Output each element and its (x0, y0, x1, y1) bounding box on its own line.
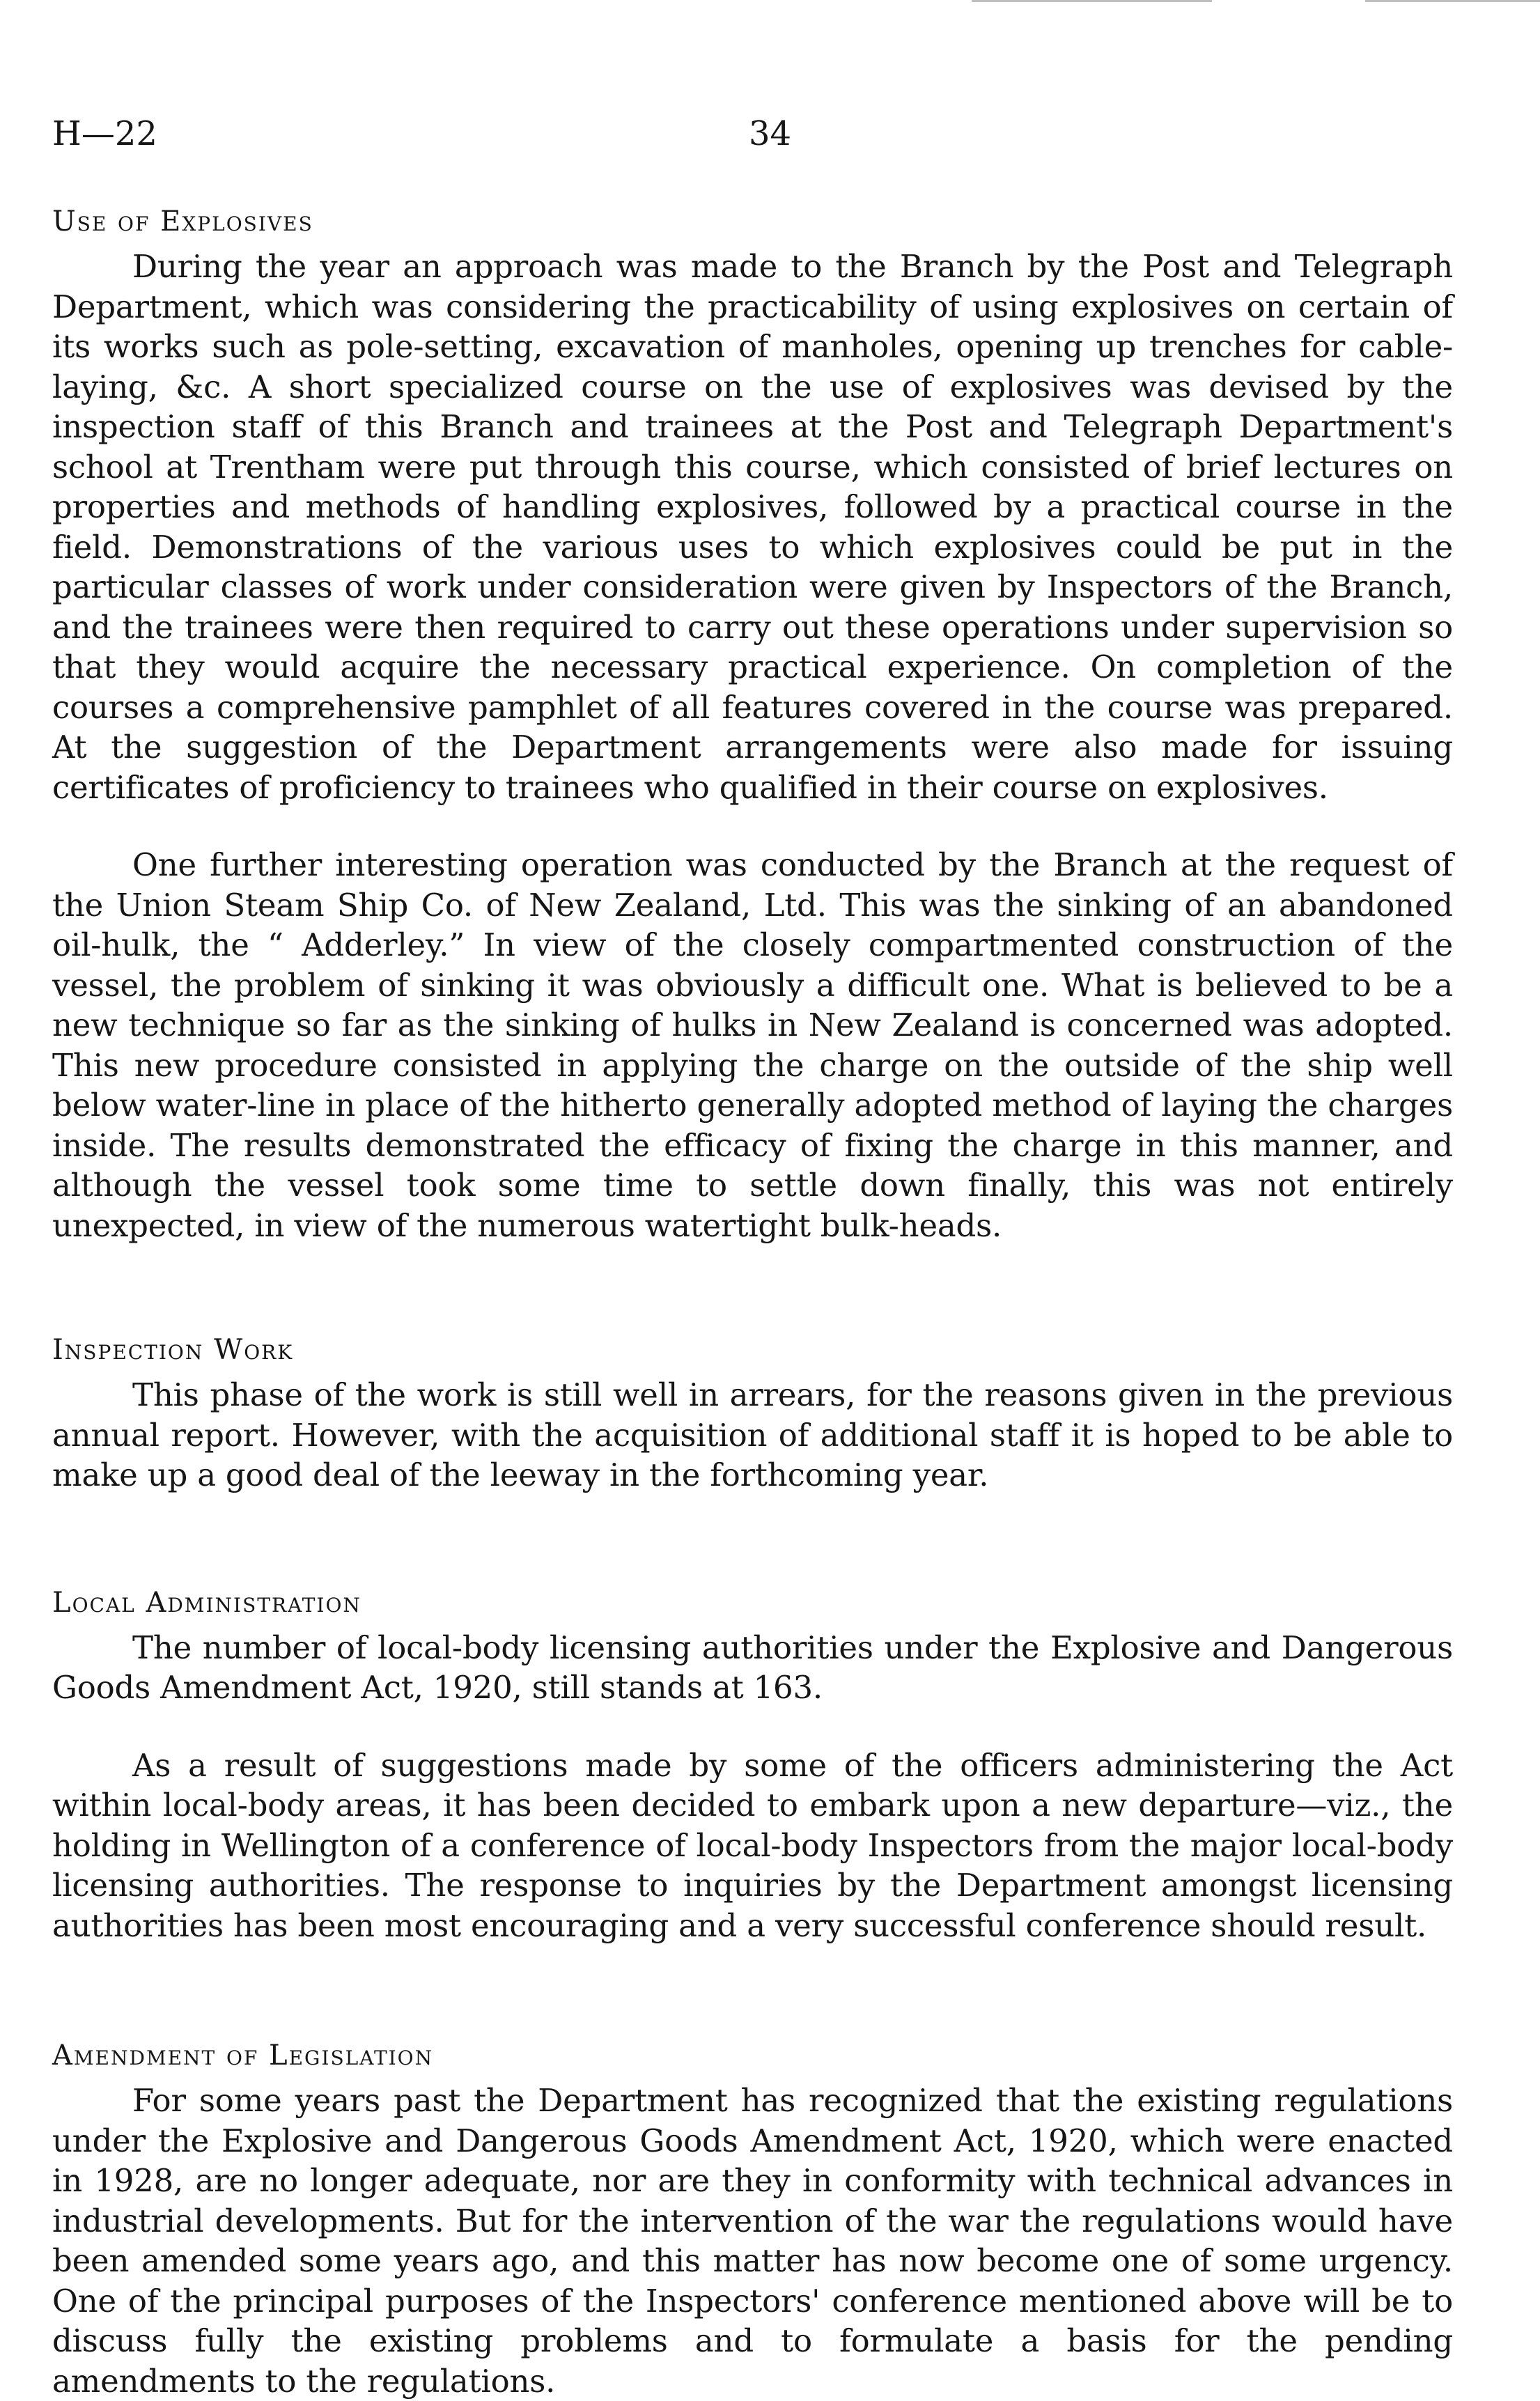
page-number: 34 (749, 114, 792, 153)
paragraph: As a result of suggestions made by some of the officers administering the Act within local-body areas, it has been decided to embark upon a new departure—viz., the holding in Wellington of a conference of local-body Inspectors from the major local-body licensing authorities. The response to inquiries by the Department amongst licensing authorities has been most encouraging and a very successful conference should result. (52, 1746, 1453, 1944)
section-heading: Use of Explosives (52, 205, 313, 238)
paragraph: This phase of the work is still well in arrears, for the reasons given in the previous annual report. However, with the acquisition of additional staff it is hoped to be able to make up a good deal of the leeway in the forthcoming year. (52, 1376, 1453, 1493)
top-edge-rule (972, 0, 1212, 2)
page-body (52, 202, 1453, 2401)
section-heading: Amendment of Legislation (52, 2039, 434, 2072)
top-edge-rule (1365, 0, 1540, 2)
section-amendment-of-legislation (52, 2036, 1453, 2401)
paragraph: One further interesting operation was conducted by the Branch at the request of the Union Steam Ship Co. of New Zealand, Ltd. This was the sinking of an abandoned oil-hulk, the “ Adderley.” In view of the closely compartmented construction of the vessel, the problem of sinking it was obviously a difficult one. What is believed to be a new technique so far as the sinking of hulks in New Zealand is concerned was adopted. This new procedure consisted in applying the charge on the outside of the ship well below water-line in place of the hitherto generally adopted method of laying the charges inside. The results demonstrated the efficacy of fixing the charge in this manner, and although the vessel took some time to settle down finally, this was not entirely unexpected, in view of the numerous watertight bulk-heads. (52, 846, 1453, 1244)
report-code: H—22 (52, 114, 157, 153)
section-use-of-explosives (52, 202, 1453, 1245)
page-header (52, 113, 1453, 155)
paragraph: During the year an approach was made to the Branch by the Post and Telegraph Department, which was considering the practicability of using explosives on certain of its works such as pole-setting, excavation of manholes, opening up trenches for cable-laying, &c. A short specialized course on the use of explosives was devised by the inspection staff of this Branch and trainees at the Post and Telegraph Department's school at Trentham were put through this course, which consisted of brief lectures on properties and methods of handling explosives, followed by a practical course in the field. Demonstrations of the various uses to which explosives could be put in the particular classes of work under consideration were given by Inspectors of the Branch, and the trainees were then required to carry out these operations under supervision so that they would acquire the necessary practical experience. On completion of the courses a comprehensive pamphlet of all features covered in the course was prepared. At the suggestion of the Department arrangements were also made for issuing certificates of proficiency to trainees who qualified in their course on explosives. (52, 248, 1453, 806)
paragraph: For some years past the Department has recognized that the existing regulations under the Explosive and Dangerous Goods Amendment Act, 1920, which were enacted in 1928, are no longer adequate, nor are they in conformity with technical advances in industrial developments. But for the intervention of the war the regulations would have been amended some years ago, and this matter has now become one of some urgency. One of the principal purposes of the Inspectors' conference mentioned above will be to discuss fully the existing problems and to formulate a basis for the pending amendments to the regulations. (52, 2082, 1453, 2400)
section-inspection-work (52, 1330, 1453, 1495)
section-local-administration (52, 1583, 1453, 1946)
paragraph: The number of local-body licensing authorities under the Explosive and Dangerous Goods Amendment Act, 1920, still stands at 163. (52, 1629, 1453, 1706)
section-heading: Local Administration (52, 1586, 361, 1619)
section-heading: Inspection Work (52, 1334, 294, 1366)
